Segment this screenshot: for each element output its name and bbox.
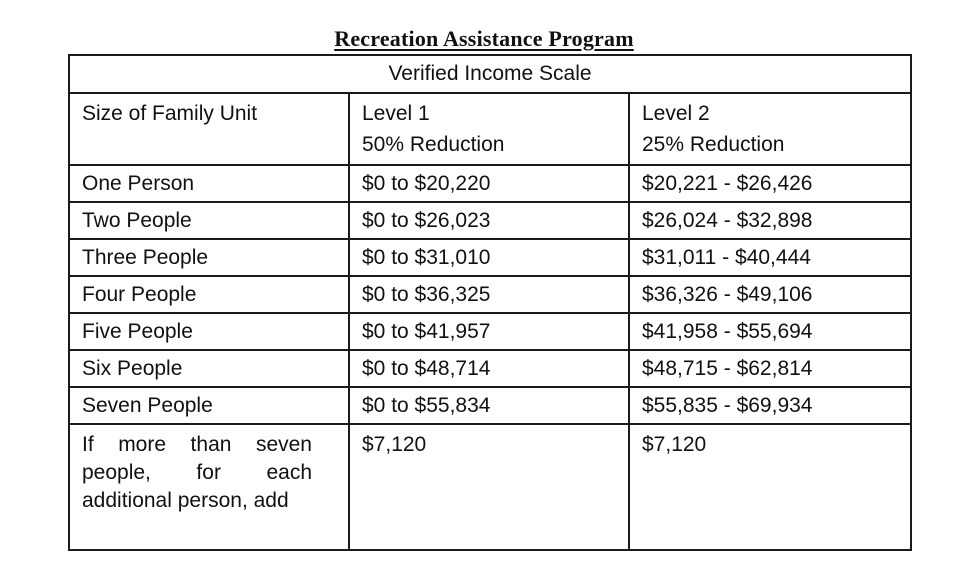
level-2-cell: $48,715 - $62,814 <box>629 350 911 387</box>
level-2-cell: $20,221 - $26,426 <box>629 165 911 202</box>
table-row <box>69 313 911 350</box>
level-1-cell: $0 to $48,714 <box>349 350 629 387</box>
family-size-cell: Two People <box>69 202 349 239</box>
level-2-cell: $41,958 - $55,694 <box>629 313 911 350</box>
family-size-cell: Five People <box>69 313 349 350</box>
header-level-1 <box>349 93 629 165</box>
header-level-2 <box>629 93 911 165</box>
family-size-cell: Seven People <box>69 387 349 424</box>
level-2-cell: $31,011 - $40,444 <box>629 239 911 276</box>
table-caption-row <box>69 55 911 93</box>
header-level-1-reduction: 50% Reduction <box>362 133 505 156</box>
page-title: Recreation Assistance Program <box>334 26 634 51</box>
table-row <box>69 276 911 313</box>
level-1-cell: $0 to $31,010 <box>349 239 629 276</box>
table-header-row <box>69 93 911 165</box>
level-1-cell: $0 to $26,023 <box>349 202 629 239</box>
level-2-cell: $26,024 - $32,898 <box>629 202 911 239</box>
additional-level-1-amount: $7,120 <box>349 424 629 550</box>
additional-person-row <box>69 424 911 550</box>
table-row <box>69 387 911 424</box>
family-size-cell: Six People <box>69 350 349 387</box>
header-family-size <box>69 93 349 165</box>
level-1-cell: $0 to $55,834 <box>349 387 629 424</box>
header-level-2-reduction: 25% Reduction <box>642 133 785 156</box>
table-caption: Verified Income Scale <box>69 55 911 93</box>
family-size-cell: Three People <box>69 239 349 276</box>
level-2-cell: $36,326 - $49,106 <box>629 276 911 313</box>
additional-level-2-amount: $7,120 <box>629 424 911 550</box>
family-size-cell: Four People <box>69 276 349 313</box>
income-scale-table <box>68 54 912 551</box>
table-row <box>69 350 911 387</box>
table-row <box>69 239 911 276</box>
header-level-1-name: Level 1 <box>362 102 430 125</box>
level-2-cell: $55,835 - $69,934 <box>629 387 911 424</box>
header-level-2-name: Level 2 <box>642 102 710 125</box>
level-1-cell: $0 to $36,325 <box>349 276 629 313</box>
table-row <box>69 165 911 202</box>
additional-person-label: If more than seven people, for each additional person, add <box>69 424 349 550</box>
level-1-cell: $0 to $41,957 <box>349 313 629 350</box>
table-row <box>69 202 911 239</box>
family-size-cell: One Person <box>69 165 349 202</box>
level-1-cell: $0 to $20,220 <box>349 165 629 202</box>
header-family-size-label: Size of Family Unit <box>82 102 258 125</box>
